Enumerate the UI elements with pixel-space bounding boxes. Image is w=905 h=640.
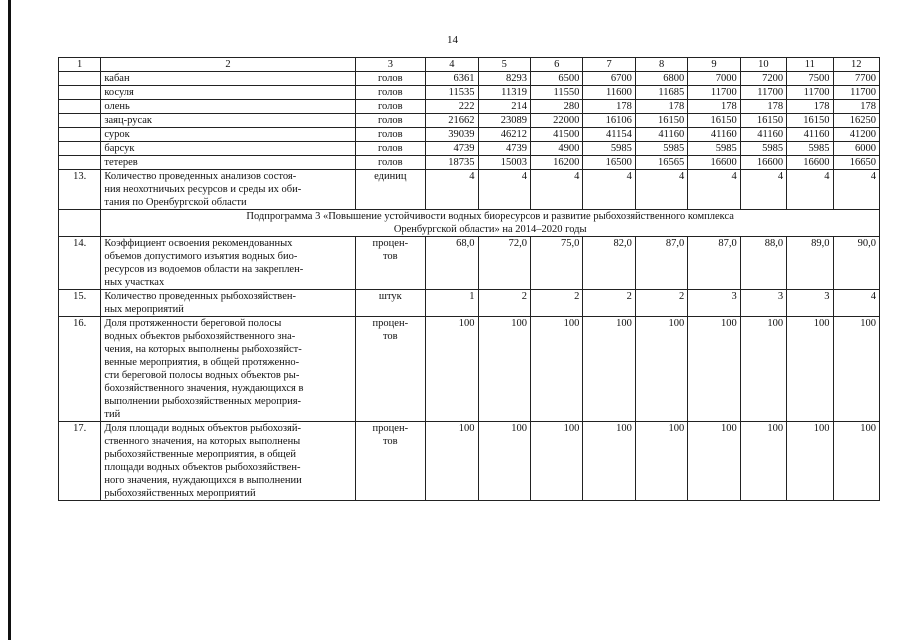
value-cell: 7500: [787, 72, 833, 86]
indicator-name: Количество проведенных рыбохозяйствен- ных мероприятий: [101, 290, 355, 317]
value-cell: 4: [740, 170, 786, 210]
column-header: 7: [583, 58, 635, 72]
value-cell: 72,0: [478, 237, 530, 290]
column-header: 12: [833, 58, 879, 72]
value-cell: 100: [740, 317, 786, 422]
table-row: [59, 100, 880, 114]
indicators-table: [58, 57, 880, 501]
column-header: 2: [101, 58, 355, 72]
species-name: барсук: [101, 142, 355, 156]
indicator-name: Коэффициент освоения рекомендованных объемов допустимого изъятия водных био- ресурсов из водоемов области на закреплен- ных участках: [101, 237, 355, 290]
value-cell: 87,0: [688, 237, 740, 290]
column-header: 5: [478, 58, 530, 72]
value-cell: 178: [833, 100, 879, 114]
value-cell: 2: [530, 290, 582, 317]
value-cell: 100: [740, 422, 786, 501]
value-cell: 41160: [787, 128, 833, 142]
value-cell: 178: [740, 100, 786, 114]
value-cell: 100: [787, 422, 833, 501]
unit-cell: голов: [355, 72, 426, 86]
value-cell: 16600: [688, 156, 740, 170]
unit-cell: процен- тов: [355, 317, 426, 422]
value-cell: 6700: [583, 72, 635, 86]
table-row: [59, 72, 880, 86]
table-row: [59, 237, 880, 290]
value-cell: 88,0: [740, 237, 786, 290]
value-cell: 100: [583, 422, 635, 501]
value-cell: 5985: [787, 142, 833, 156]
value-cell: 41160: [688, 128, 740, 142]
value-cell: 16565: [635, 156, 687, 170]
value-cell: 4: [583, 170, 635, 210]
value-cell: 5985: [688, 142, 740, 156]
value-cell: 6000: [833, 142, 879, 156]
value-cell: 16150: [787, 114, 833, 128]
value-cell: 3: [787, 290, 833, 317]
value-cell: 100: [530, 422, 582, 501]
value-cell: 100: [833, 317, 879, 422]
value-cell: 90,0: [833, 237, 879, 290]
value-cell: 16600: [740, 156, 786, 170]
row-number-cell: [59, 100, 101, 114]
unit-cell: голов: [355, 142, 426, 156]
row-number-cell: [59, 156, 101, 170]
column-header: 4: [426, 58, 478, 72]
column-header: 3: [355, 58, 426, 72]
value-cell: 280: [530, 100, 582, 114]
left-page-edge: [8, 0, 11, 640]
value-cell: 41160: [635, 128, 687, 142]
row-number-cell: [59, 114, 101, 128]
value-cell: 2: [635, 290, 687, 317]
value-cell: 100: [688, 422, 740, 501]
value-cell: 11700: [787, 86, 833, 100]
value-cell: 4739: [426, 142, 478, 156]
indicator-name: Доля площади водных объектов рыбохозяй- ственного значения, на которых выполнены рыбохозяйственные мероприятия, в общей площади водных объектов рыбохозяйствен- ного значения, нуждающихся в выполнении рыбохозяйственных мероприятий: [101, 422, 355, 501]
value-cell: 4: [787, 170, 833, 210]
value-cell: 5985: [740, 142, 786, 156]
value-cell: 22000: [530, 114, 582, 128]
unit-cell: голов: [355, 128, 426, 142]
value-cell: 4: [688, 170, 740, 210]
value-cell: 1: [426, 290, 478, 317]
value-cell: 89,0: [787, 237, 833, 290]
column-header: 10: [740, 58, 786, 72]
table-row: [59, 290, 880, 317]
value-cell: 16600: [787, 156, 833, 170]
value-cell: 178: [688, 100, 740, 114]
value-cell: 68,0: [426, 237, 478, 290]
value-cell: 4900: [530, 142, 582, 156]
row-number-cell: [59, 86, 101, 100]
value-cell: 18735: [426, 156, 478, 170]
value-cell: 11700: [833, 86, 879, 100]
value-cell: 100: [426, 422, 478, 501]
value-cell: 16150: [740, 114, 786, 128]
unit-cell: голов: [355, 114, 426, 128]
value-cell: 100: [635, 422, 687, 501]
row-number-cell: 15.: [59, 290, 101, 317]
row-number-cell: 14.: [59, 237, 101, 290]
value-cell: 100: [478, 422, 530, 501]
value-cell: 8293: [478, 72, 530, 86]
value-cell: 214: [478, 100, 530, 114]
value-cell: 2: [583, 290, 635, 317]
value-cell: 11700: [740, 86, 786, 100]
value-cell: 5985: [635, 142, 687, 156]
species-name: кабан: [101, 72, 355, 86]
unit-cell: процен- тов: [355, 237, 426, 290]
value-cell: 16150: [635, 114, 687, 128]
indicator-name: Количество проведенных анализов состоя- ния неохотничьих ресурсов и среды их оби- тания по Оренбургской области: [101, 170, 355, 210]
table-row: [59, 142, 880, 156]
species-name: косуля: [101, 86, 355, 100]
column-header: 6: [530, 58, 582, 72]
value-cell: 39039: [426, 128, 478, 142]
value-cell: 16650: [833, 156, 879, 170]
column-header: 9: [688, 58, 740, 72]
value-cell: 178: [787, 100, 833, 114]
value-cell: 75,0: [530, 237, 582, 290]
row-number-cell: 17.: [59, 422, 101, 501]
value-cell: 16150: [688, 114, 740, 128]
value-cell: 4: [426, 170, 478, 210]
value-cell: 82,0: [583, 237, 635, 290]
value-cell: 11700: [688, 86, 740, 100]
table-row: [59, 170, 880, 210]
row-number-cell: [59, 128, 101, 142]
table-row: [59, 422, 880, 501]
value-cell: 100: [426, 317, 478, 422]
unit-cell: голов: [355, 156, 426, 170]
value-cell: 178: [583, 100, 635, 114]
species-name: заяц-русак: [101, 114, 355, 128]
value-cell: 4: [635, 170, 687, 210]
value-cell: 7000: [688, 72, 740, 86]
value-cell: 7200: [740, 72, 786, 86]
page-number: 14: [447, 34, 458, 46]
value-cell: 100: [478, 317, 530, 422]
value-cell: 4: [833, 170, 879, 210]
value-cell: 3: [740, 290, 786, 317]
value-cell: 21662: [426, 114, 478, 128]
header-row: [59, 58, 880, 72]
value-cell: 41200: [833, 128, 879, 142]
table-row: [59, 86, 880, 100]
subprogram-title: Подпрограмма 3 «Повышение устойчивости водных биоресурсов и развитие рыбохозяйственного комплекса Оренбургской области» на 2014–2020 годы: [101, 210, 880, 237]
value-cell: 6500: [530, 72, 582, 86]
value-cell: 100: [583, 317, 635, 422]
value-cell: 100: [688, 317, 740, 422]
column-header: 8: [635, 58, 687, 72]
value-cell: 4739: [478, 142, 530, 156]
subprogram-row: [59, 210, 880, 237]
species-name: сурок: [101, 128, 355, 142]
value-cell: 222: [426, 100, 478, 114]
value-cell: 100: [530, 317, 582, 422]
table-row: [59, 156, 880, 170]
value-cell: 5985: [583, 142, 635, 156]
value-cell: 4: [530, 170, 582, 210]
value-cell: 2: [478, 290, 530, 317]
value-cell: 46212: [478, 128, 530, 142]
value-cell: 4: [833, 290, 879, 317]
value-cell: 178: [635, 100, 687, 114]
value-cell: 4: [478, 170, 530, 210]
unit-cell: голов: [355, 86, 426, 100]
row-number-cell: 13.: [59, 170, 101, 210]
indicator-name: Доля протяженности береговой полосы водных объектов рыбохозяйственного зна- чения, на которых выполнены рыбохозяйст- венные мероприятия, в общей протяженно- сти береговой полосы водных объектов ры- бохозяйственного значения, нуждающихся в выполнении рыбохозяйственных мероприя- тий: [101, 317, 355, 422]
column-header: 11: [787, 58, 833, 72]
value-cell: 11535: [426, 86, 478, 100]
value-cell: 41160: [740, 128, 786, 142]
row-number-cell: [59, 72, 101, 86]
column-header: 1: [59, 58, 101, 72]
value-cell: 16106: [583, 114, 635, 128]
table-row: [59, 114, 880, 128]
value-cell: 16200: [530, 156, 582, 170]
unit-cell: голов: [355, 100, 426, 114]
unit-cell: единиц: [355, 170, 426, 210]
value-cell: 41154: [583, 128, 635, 142]
species-name: тетерев: [101, 156, 355, 170]
value-cell: 11600: [583, 86, 635, 100]
species-name: олень: [101, 100, 355, 114]
value-cell: 11550: [530, 86, 582, 100]
row-number-cell: [59, 142, 101, 156]
value-cell: 16500: [583, 156, 635, 170]
value-cell: 100: [635, 317, 687, 422]
value-cell: 11685: [635, 86, 687, 100]
value-cell: 100: [787, 317, 833, 422]
value-cell: 6800: [635, 72, 687, 86]
value-cell: 23089: [478, 114, 530, 128]
value-cell: 100: [833, 422, 879, 501]
row-number-cell: [59, 210, 101, 237]
unit-cell: процен- тов: [355, 422, 426, 501]
table-row: [59, 317, 880, 422]
value-cell: 87,0: [635, 237, 687, 290]
unit-cell: штук: [355, 290, 426, 317]
value-cell: 11319: [478, 86, 530, 100]
value-cell: 7700: [833, 72, 879, 86]
value-cell: 41500: [530, 128, 582, 142]
value-cell: 15003: [478, 156, 530, 170]
value-cell: 3: [688, 290, 740, 317]
value-cell: 16250: [833, 114, 879, 128]
row-number-cell: 16.: [59, 317, 101, 422]
table-row: [59, 128, 880, 142]
value-cell: 6361: [426, 72, 478, 86]
